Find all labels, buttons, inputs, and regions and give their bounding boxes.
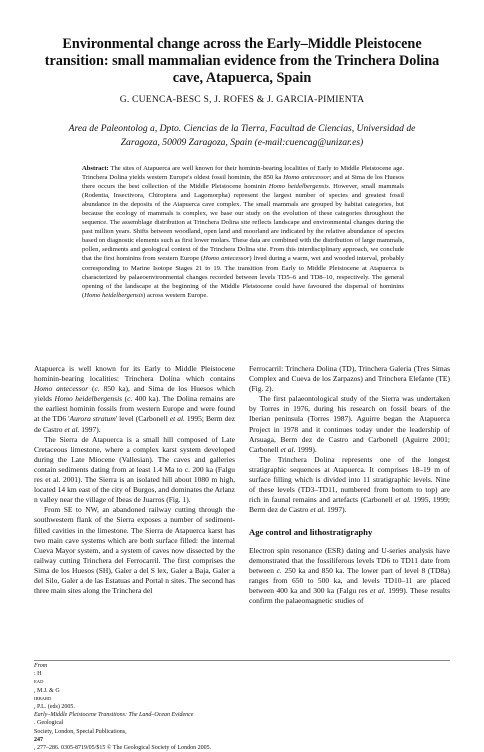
body-text: (	[88, 384, 95, 394]
body-paragraph: The Sierra de Atapuerca is a small hill composed of Late Cretaceous limestone, where a complex karst system developed during the Late Miocene (Vallesian). The caves and galleries contain sediments dating from at least 1.4 Ma to c. 200 ka (Falgu res et al. 2001). The Sierra is an isolated hill about 1080 m high, located 14 km east of the city of Burgos, and dominates the Arlanz n valley near the village of Ibeas de Juarros (Fig. 1).	[34, 434, 235, 505]
body-column-right	[249, 364, 450, 606]
title-line: cave, Atapuerca, Spain	[172, 70, 312, 86]
body-text: 1995, 1999; Berm dez de Castro	[249, 495, 450, 515]
body-column-left	[34, 364, 235, 596]
footer-line	[34, 728, 450, 752]
abstract-label: Abstract:	[82, 165, 109, 172]
species-name: Homo heidelbergensis	[84, 291, 144, 299]
affiliation-line: Area de Paleontolog a, Dpto. Ciencias de la Tierra, Facultad de Ciencias, Universidad de	[68, 123, 416, 134]
body-text: 1997).	[325, 505, 347, 515]
abstract-text: The sites of Atapuerca are well known for their hominin-bearing localities of Early to Middle Pleistocene age. Trinchera Dolina yields western Europe's oldest fossil hominin, the 850 ka	[82, 165, 405, 182]
footer-text: . Geological	[34, 720, 64, 727]
footer-text: From	[34, 663, 48, 669]
abstract-text: . However, small mammals (Rodentia, Insectivora, Chiroptera and Lagomorpha) represent the largest number of species and greatest fossil abundance in the deposits of the Atapuerca cave complex. The small mammals are grouped by habitat categories, but because the ecology of mammals is complex, we base our study on the evolution of these categories throughout the sequence. The assemblage distribution at Trinchera Dolina site reflects landscape and environmental changes during the past million years. Shifts between woodland, open land and moorland are indicated by the relative abundance of species based on diagnostic elements such as first lower molars. These data are combined with the distribution of large mammals, pollen, sediments and geological context of the Trinchera Dolina site. From this interdisciplinary approach, we conclude that the first hominins from western Europe (	[82, 183, 404, 263]
abstract-text: ) lived during a warm, wet and wooded interval, probably corresponding to Marine Isotope Stages 21 to 19. The transition from Early to Middle Pleistocene at Atapuerca is characterized by palaeoenvironmental changes recorded between levels TD5–6 and TD8–10, respectively. The general opening of the landscape at the beginning of the Middle Pleistocene could have favoured the dispersal of hominins (	[82, 255, 404, 299]
body-text: Electron spin resonance (ESR) dating and U-series analysis have demonstrated that the fossiliferous levels TD6 to TD11 date from between	[249, 545, 450, 575]
body-text: The Trinchera Dolina represents one of the longest stratigraphic sequences at Atapuerca. It comprises 18–19 m of surface filling which is divided into 11 stratigraphic levels. Nine of these levels (TD3–TD11, numbered from bottom to top) are rich in faunal remains and artefacts (Carbonell	[249, 454, 450, 505]
body-text: 400 ka). The Dolina remains are the earliest hominin fossils from western Europe and were found at the TD6 '	[34, 394, 235, 424]
footer-text: , 277–286. 0305-8719/05/$15 © The Geological Society of London 2005.	[34, 745, 212, 752]
paper-title	[30, 36, 454, 87]
author-affiliation	[30, 122, 454, 150]
species-name: Homo antecessor	[203, 255, 250, 263]
species-name: Homo heidelbergensis	[268, 183, 329, 191]
species-name: Homo antecessor	[283, 174, 330, 182]
citation-italic: et al.	[64, 424, 80, 434]
body-text: The first palaeontological study of the Sierra was undertaken by Torres in 1976, during his research on fossil bears of the Iberian peninsula (Torres 1987). Aguirre began the Atapuerca Project in 1978 and it continues today under the leadership of Arsuaga, Berm dez de Castro and Carbonell (Aguirre 2001; Carbonell	[249, 394, 450, 454]
body-text: 250 ka and 850 ka. The lower part of level 8 (TD8a) ranges from 650 to 500 ka, and levels TD10–11 are placed between 400 ka and 300 ka (Falgu res	[249, 565, 450, 595]
body-italic: c.	[94, 384, 100, 394]
footer-text: Early–Middle Pleistocene Transitions: The Land–Ocean Evidence	[34, 712, 194, 719]
body-text: (	[122, 394, 128, 404]
species-name: Homo antecessor	[34, 384, 89, 394]
body-text: 1997).	[79, 424, 101, 434]
body-paragraph: Ferrocarril: Trinchera Dolina (TD), Trinchera Galeria (Tres Simas Complex and Cueva de los Zarpazos) and Trinchera Elefante (TE) (Fig. 2).	[249, 364, 450, 394]
body-text: 1999). These results confirm the palaeomagnetic studies of	[249, 585, 450, 605]
title-line: transition: small mammalian evidence from the Trinchera Dolina	[44, 53, 440, 69]
title-line: Environmental change across the Early–Middle Pleistocene	[62, 36, 422, 52]
body-paragraph	[249, 394, 450, 455]
citation-italic: et al.	[370, 585, 386, 595]
body-paragraph	[249, 455, 450, 516]
footer-text: Society, London, Special Publications,	[34, 728, 127, 735]
footer-line	[34, 662, 450, 728]
body-paragraph: From SE to NW, an abandoned railway cutting through the southwestern flank of the Sierra exposes a number of sediment-filled cavities in the limestone. The Sierra de Atapuerca karst has two main cave systems which are both surface filled: the internal Cueva Mayor system, and a system of caves now dissected by the railway cutting Trinchera del Ferrocarril. The first comprises the Sima de los Huesos (SH), Galer a del S lex, Galer a Baja, Galer a del Silo, Galer a de las Estatuas and Portal n sites. The second has three main sites along the Trinchera del	[34, 505, 235, 596]
citation-italic: et al.	[280, 444, 296, 454]
body-text: Atapuerca is well known for its Early to Middle Pleistocene hominin-bearing localities: Trinchera Dolina which contains	[34, 364, 235, 384]
footer-text: EAD	[34, 679, 44, 685]
affiliation-line: Zaragoza, 50009 Zaragoza, Spain (e-mail:cuencag@unizar.es)	[120, 137, 364, 148]
body-text: ' level (Carbonell	[115, 414, 170, 424]
body-paragraph	[34, 364, 235, 435]
citation-footer	[34, 662, 450, 752]
body-italic: Aurora stratum	[69, 414, 116, 424]
abstract-text: ; and at Sima de los Huesos there occurs the best collection of the Middle Pleistocene hominin	[82, 174, 404, 191]
footer-text: , M.J. & G	[34, 687, 60, 694]
body-text: 1999).	[295, 444, 317, 454]
citation-italic: et al.	[169, 414, 185, 424]
body-text: 850 ka), and Sima de los Huesos which yields	[34, 384, 235, 404]
section-heading: Age control and lithostratigraphy	[249, 527, 373, 538]
citation-italic: et al.	[395, 495, 411, 505]
footer-divider	[34, 660, 450, 661]
footer-text: IBBARD	[34, 695, 52, 701]
footer-text: : H	[34, 671, 42, 678]
footer-text: , P.L. (eds) 2005.	[34, 704, 75, 711]
abstract-text: ) across western Europe.	[143, 291, 208, 299]
author-list: G. CUENCA-BESC S, J. ROFES & J. GARCIA-PIMIENTA	[119, 94, 365, 105]
body-italic: c.	[127, 394, 133, 404]
body-paragraph	[249, 546, 450, 607]
abstract	[82, 164, 404, 300]
footer-text: 247	[34, 736, 43, 743]
citation-italic: et al.	[310, 505, 326, 515]
body-text: 1995; Berm dez de Castro	[34, 414, 236, 434]
species-name: Homo heidelbergensis	[54, 394, 123, 404]
body-italic: c.	[276, 565, 282, 575]
